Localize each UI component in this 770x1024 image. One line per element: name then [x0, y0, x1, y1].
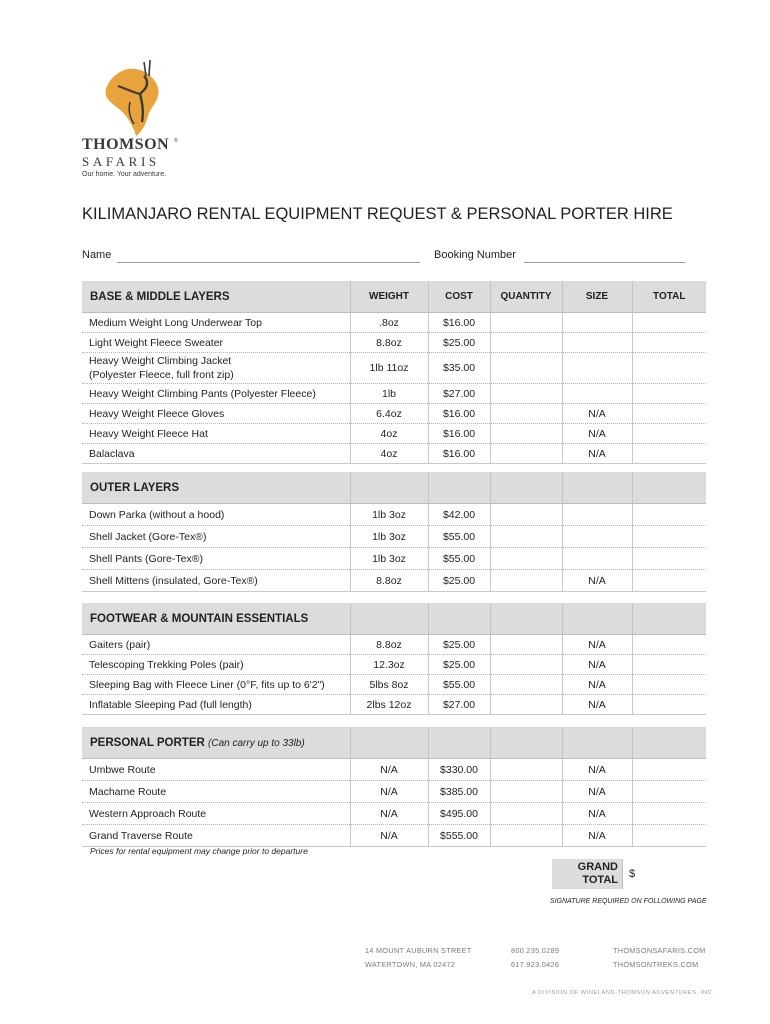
- size-cell[interactable]: [562, 526, 632, 548]
- item-cost: $55.00: [428, 526, 490, 548]
- table-row: [82, 695, 706, 715]
- item-cost: $16.00: [428, 313, 490, 333]
- total-cell[interactable]: [632, 404, 706, 424]
- table-row: [82, 548, 706, 570]
- table-row: [82, 353, 706, 384]
- total-cell[interactable]: [632, 384, 706, 404]
- size-cell: N/A: [562, 404, 632, 424]
- brand-name-line1: THOMSON: [82, 136, 170, 153]
- quantity-cell[interactable]: [490, 781, 562, 803]
- total-cell[interactable]: [632, 333, 706, 353]
- item-name: Sleeping Bag with Fleece Liner (0°F, fits up to 6'2"): [82, 675, 350, 695]
- table-row: [82, 333, 706, 353]
- footer-address: [365, 944, 472, 972]
- item-weight: N/A: [350, 825, 428, 847]
- brand-tagline: Our home. Your adventure.: [82, 171, 167, 178]
- total-cell[interactable]: [632, 424, 706, 444]
- quantity-cell[interactable]: [490, 570, 562, 592]
- item-weight: 2lbs 12oz: [350, 695, 428, 715]
- quantity-cell[interactable]: [490, 695, 562, 715]
- item-cost: $35.00: [428, 353, 490, 384]
- item-weight: 4oz: [350, 444, 428, 464]
- page-title: KILIMANJARO RENTAL EQUIPMENT REQUEST & PERSONAL PORTER HIRE: [82, 205, 673, 223]
- item-name: Medium Weight Long Underwear Top: [82, 313, 350, 333]
- item-cost: $16.00: [428, 444, 490, 464]
- item-name: Western Approach Route: [82, 803, 350, 825]
- size-cell: N/A: [562, 695, 632, 715]
- price-note: Prices for rental equipment may change prior to departure: [90, 846, 308, 856]
- item-weight: 12.3oz: [350, 655, 428, 675]
- item-weight: 8.8oz: [350, 635, 428, 655]
- grand-total-label-line2: TOTAL: [582, 874, 618, 886]
- total-cell[interactable]: [632, 548, 706, 570]
- item-cost: $330.00: [428, 759, 490, 781]
- table-row: [82, 803, 706, 825]
- grand-total-field[interactable]: [622, 859, 707, 889]
- section-heading-text: PERSONAL PORTER: [90, 736, 205, 749]
- website-1[interactable]: THOMSONSAFARIS.COM: [613, 946, 706, 955]
- quantity-cell[interactable]: [490, 353, 562, 384]
- size-cell[interactable]: [562, 384, 632, 404]
- size-cell[interactable]: [562, 353, 632, 384]
- grand-total-label-line1: GRAND: [577, 861, 618, 873]
- table-row: [82, 570, 706, 592]
- section-header: [82, 603, 706, 635]
- item-name-line2: (Polyester Fleece, full front zip): [89, 369, 234, 381]
- size-cell: N/A: [562, 635, 632, 655]
- item-weight: 1lb 3oz: [350, 504, 428, 526]
- quantity-cell[interactable]: [490, 825, 562, 847]
- total-cell[interactable]: [632, 781, 706, 803]
- item-weight: 5lbs 8oz: [350, 675, 428, 695]
- quantity-cell[interactable]: [490, 526, 562, 548]
- size-cell[interactable]: [562, 313, 632, 333]
- item-weight: 4oz: [350, 424, 428, 444]
- item-cost: $27.00: [428, 695, 490, 715]
- table-row: [82, 313, 706, 333]
- column-header-cost: COST: [428, 281, 490, 313]
- item-name: Telescoping Trekking Poles (pair): [82, 655, 350, 675]
- grand-total-label: [558, 861, 618, 887]
- item-name: Heavy Weight Fleece Hat: [82, 424, 350, 444]
- item-cost: $25.00: [428, 655, 490, 675]
- item-name: Light Weight Fleece Sweater: [82, 333, 350, 353]
- size-cell: N/A: [562, 570, 632, 592]
- item-name-line1: Heavy Weight Climbing Jacket: [89, 355, 232, 367]
- item-cost: $55.00: [428, 675, 490, 695]
- size-cell: N/A: [562, 803, 632, 825]
- size-cell: N/A: [562, 444, 632, 464]
- website-2[interactable]: THOMSONTREKS.COM: [613, 960, 699, 969]
- footwear-essentials-table: [82, 603, 706, 715]
- total-cell[interactable]: [632, 504, 706, 526]
- grand-total-box: [552, 859, 706, 889]
- table-row: [82, 675, 706, 695]
- address-line1: 14 MOUNT AUBURN STREET: [365, 946, 472, 955]
- footer-websites: [613, 944, 706, 972]
- item-cost: $495.00: [428, 803, 490, 825]
- total-cell[interactable]: [632, 675, 706, 695]
- column-header-size: SIZE: [562, 281, 632, 313]
- total-cell[interactable]: [632, 635, 706, 655]
- total-cell[interactable]: [632, 803, 706, 825]
- item-cost: $16.00: [428, 424, 490, 444]
- brand-name-line2: SAFARIS: [82, 154, 160, 169]
- item-weight: 1lb: [350, 384, 428, 404]
- item-name: [82, 353, 350, 384]
- outer-layers-table: [82, 472, 706, 592]
- column-header-total: TOTAL: [632, 281, 706, 313]
- section-heading: [82, 727, 350, 759]
- item-name: Balaclava: [82, 444, 350, 464]
- item-cost: $25.00: [428, 570, 490, 592]
- company-logo: [82, 58, 182, 178]
- table-row: [82, 444, 706, 464]
- quantity-cell[interactable]: [490, 404, 562, 424]
- size-cell: N/A: [562, 675, 632, 695]
- size-cell: N/A: [562, 759, 632, 781]
- section-header: [82, 727, 706, 759]
- signature-note: SIGNATURE REQUIRED ON FOLLOWING PAGE: [550, 898, 707, 905]
- item-name: Umbwe Route: [82, 759, 350, 781]
- division-note: A DIVISION OF WINELAND-THOMSON ADVENTURES, INC.: [532, 990, 715, 996]
- total-cell[interactable]: [632, 313, 706, 333]
- quantity-cell[interactable]: [490, 675, 562, 695]
- quantity-cell[interactable]: [490, 759, 562, 781]
- total-cell[interactable]: [632, 570, 706, 592]
- section-header: [82, 472, 706, 504]
- section-heading-note: (Can carry up to 33lb): [208, 737, 305, 749]
- total-cell[interactable]: [632, 825, 706, 847]
- quantity-cell[interactable]: [490, 635, 562, 655]
- quantity-cell[interactable]: [490, 424, 562, 444]
- item-name: Heavy Weight Climbing Pants (Polyester Fleece): [82, 384, 350, 404]
- item-weight: N/A: [350, 803, 428, 825]
- total-cell[interactable]: [632, 695, 706, 715]
- section-header: [82, 281, 706, 313]
- size-cell: N/A: [562, 655, 632, 675]
- item-weight: 1lb 11oz: [350, 353, 428, 384]
- quantity-cell[interactable]: [490, 444, 562, 464]
- item-name: Heavy Weight Fleece Gloves: [82, 404, 350, 424]
- size-cell: N/A: [562, 781, 632, 803]
- size-cell[interactable]: [562, 548, 632, 570]
- item-weight: 8.8oz: [350, 333, 428, 353]
- table-row: [82, 526, 706, 548]
- booking-number-field[interactable]: [524, 262, 685, 263]
- total-cell[interactable]: [632, 759, 706, 781]
- personal-porter-table: [82, 727, 706, 847]
- table-row: [82, 404, 706, 424]
- quantity-cell[interactable]: [490, 504, 562, 526]
- name-field[interactable]: [117, 262, 420, 263]
- item-cost: $27.00: [428, 384, 490, 404]
- quantity-cell[interactable]: [490, 803, 562, 825]
- item-name: Gaiters (pair): [82, 635, 350, 655]
- quantity-cell[interactable]: [490, 333, 562, 353]
- item-name: Shell Jacket (Gore-Tex®): [82, 526, 350, 548]
- section-heading: OUTER LAYERS: [82, 472, 350, 504]
- base-middle-layers-table: [82, 281, 706, 464]
- item-name: Shell Mittens (insulated, Gore-Tex®): [82, 570, 350, 592]
- item-cost: $555.00: [428, 825, 490, 847]
- quantity-cell[interactable]: [490, 655, 562, 675]
- size-cell[interactable]: [562, 333, 632, 353]
- total-cell[interactable]: [632, 526, 706, 548]
- item-weight: .8oz: [350, 313, 428, 333]
- item-cost: $55.00: [428, 548, 490, 570]
- table-row: [82, 635, 706, 655]
- booking-number-label: Booking Number: [434, 249, 516, 261]
- item-name: Down Parka (without a hood): [82, 504, 350, 526]
- grand-total-currency: $: [629, 868, 636, 880]
- size-cell: N/A: [562, 825, 632, 847]
- item-cost: $385.00: [428, 781, 490, 803]
- column-header-weight: WEIGHT: [350, 281, 428, 313]
- quantity-cell[interactable]: [490, 313, 562, 333]
- item-cost: $16.00: [428, 404, 490, 424]
- quantity-cell[interactable]: [490, 384, 562, 404]
- section-heading: BASE & MIDDLE LAYERS: [82, 281, 350, 313]
- table-row: [82, 759, 706, 781]
- size-cell[interactable]: [562, 504, 632, 526]
- item-name: Inflatable Sleeping Pad (full length): [82, 695, 350, 715]
- total-cell[interactable]: [632, 655, 706, 675]
- size-cell: N/A: [562, 424, 632, 444]
- africa-gazelle-logo-icon: [100, 58, 164, 138]
- item-name: Grand Traverse Route: [82, 825, 350, 847]
- phone-1: 800.235.0289: [511, 946, 560, 955]
- table-row: [82, 655, 706, 675]
- total-cell[interactable]: [632, 444, 706, 464]
- item-cost: $25.00: [428, 333, 490, 353]
- item-name: Shell Pants (Gore-Tex®): [82, 548, 350, 570]
- item-weight: 1lb 3oz: [350, 548, 428, 570]
- phone-2: 617.923.0426: [511, 960, 560, 969]
- item-weight: N/A: [350, 781, 428, 803]
- table-row: [82, 504, 706, 526]
- table-row: [82, 825, 706, 847]
- registered-mark: ®: [174, 138, 178, 144]
- footer-phones: [511, 944, 559, 972]
- table-row: [82, 781, 706, 803]
- column-header-quantity: QUANTITY: [490, 281, 562, 313]
- item-name: Machame Route: [82, 781, 350, 803]
- table-row: [82, 424, 706, 444]
- item-weight: 8.8oz: [350, 570, 428, 592]
- item-cost: $25.00: [428, 635, 490, 655]
- item-weight: N/A: [350, 759, 428, 781]
- total-cell[interactable]: [632, 353, 706, 384]
- item-cost: $42.00: [428, 504, 490, 526]
- address-line2: WATERTOWN, MA 02472: [365, 960, 456, 969]
- table-row: [82, 384, 706, 404]
- quantity-cell[interactable]: [490, 548, 562, 570]
- item-weight: 1lb 3oz: [350, 526, 428, 548]
- section-heading: FOOTWEAR & MOUNTAIN ESSENTIALS: [82, 603, 350, 635]
- item-weight: 6.4oz: [350, 404, 428, 424]
- name-label: Name: [82, 249, 112, 261]
